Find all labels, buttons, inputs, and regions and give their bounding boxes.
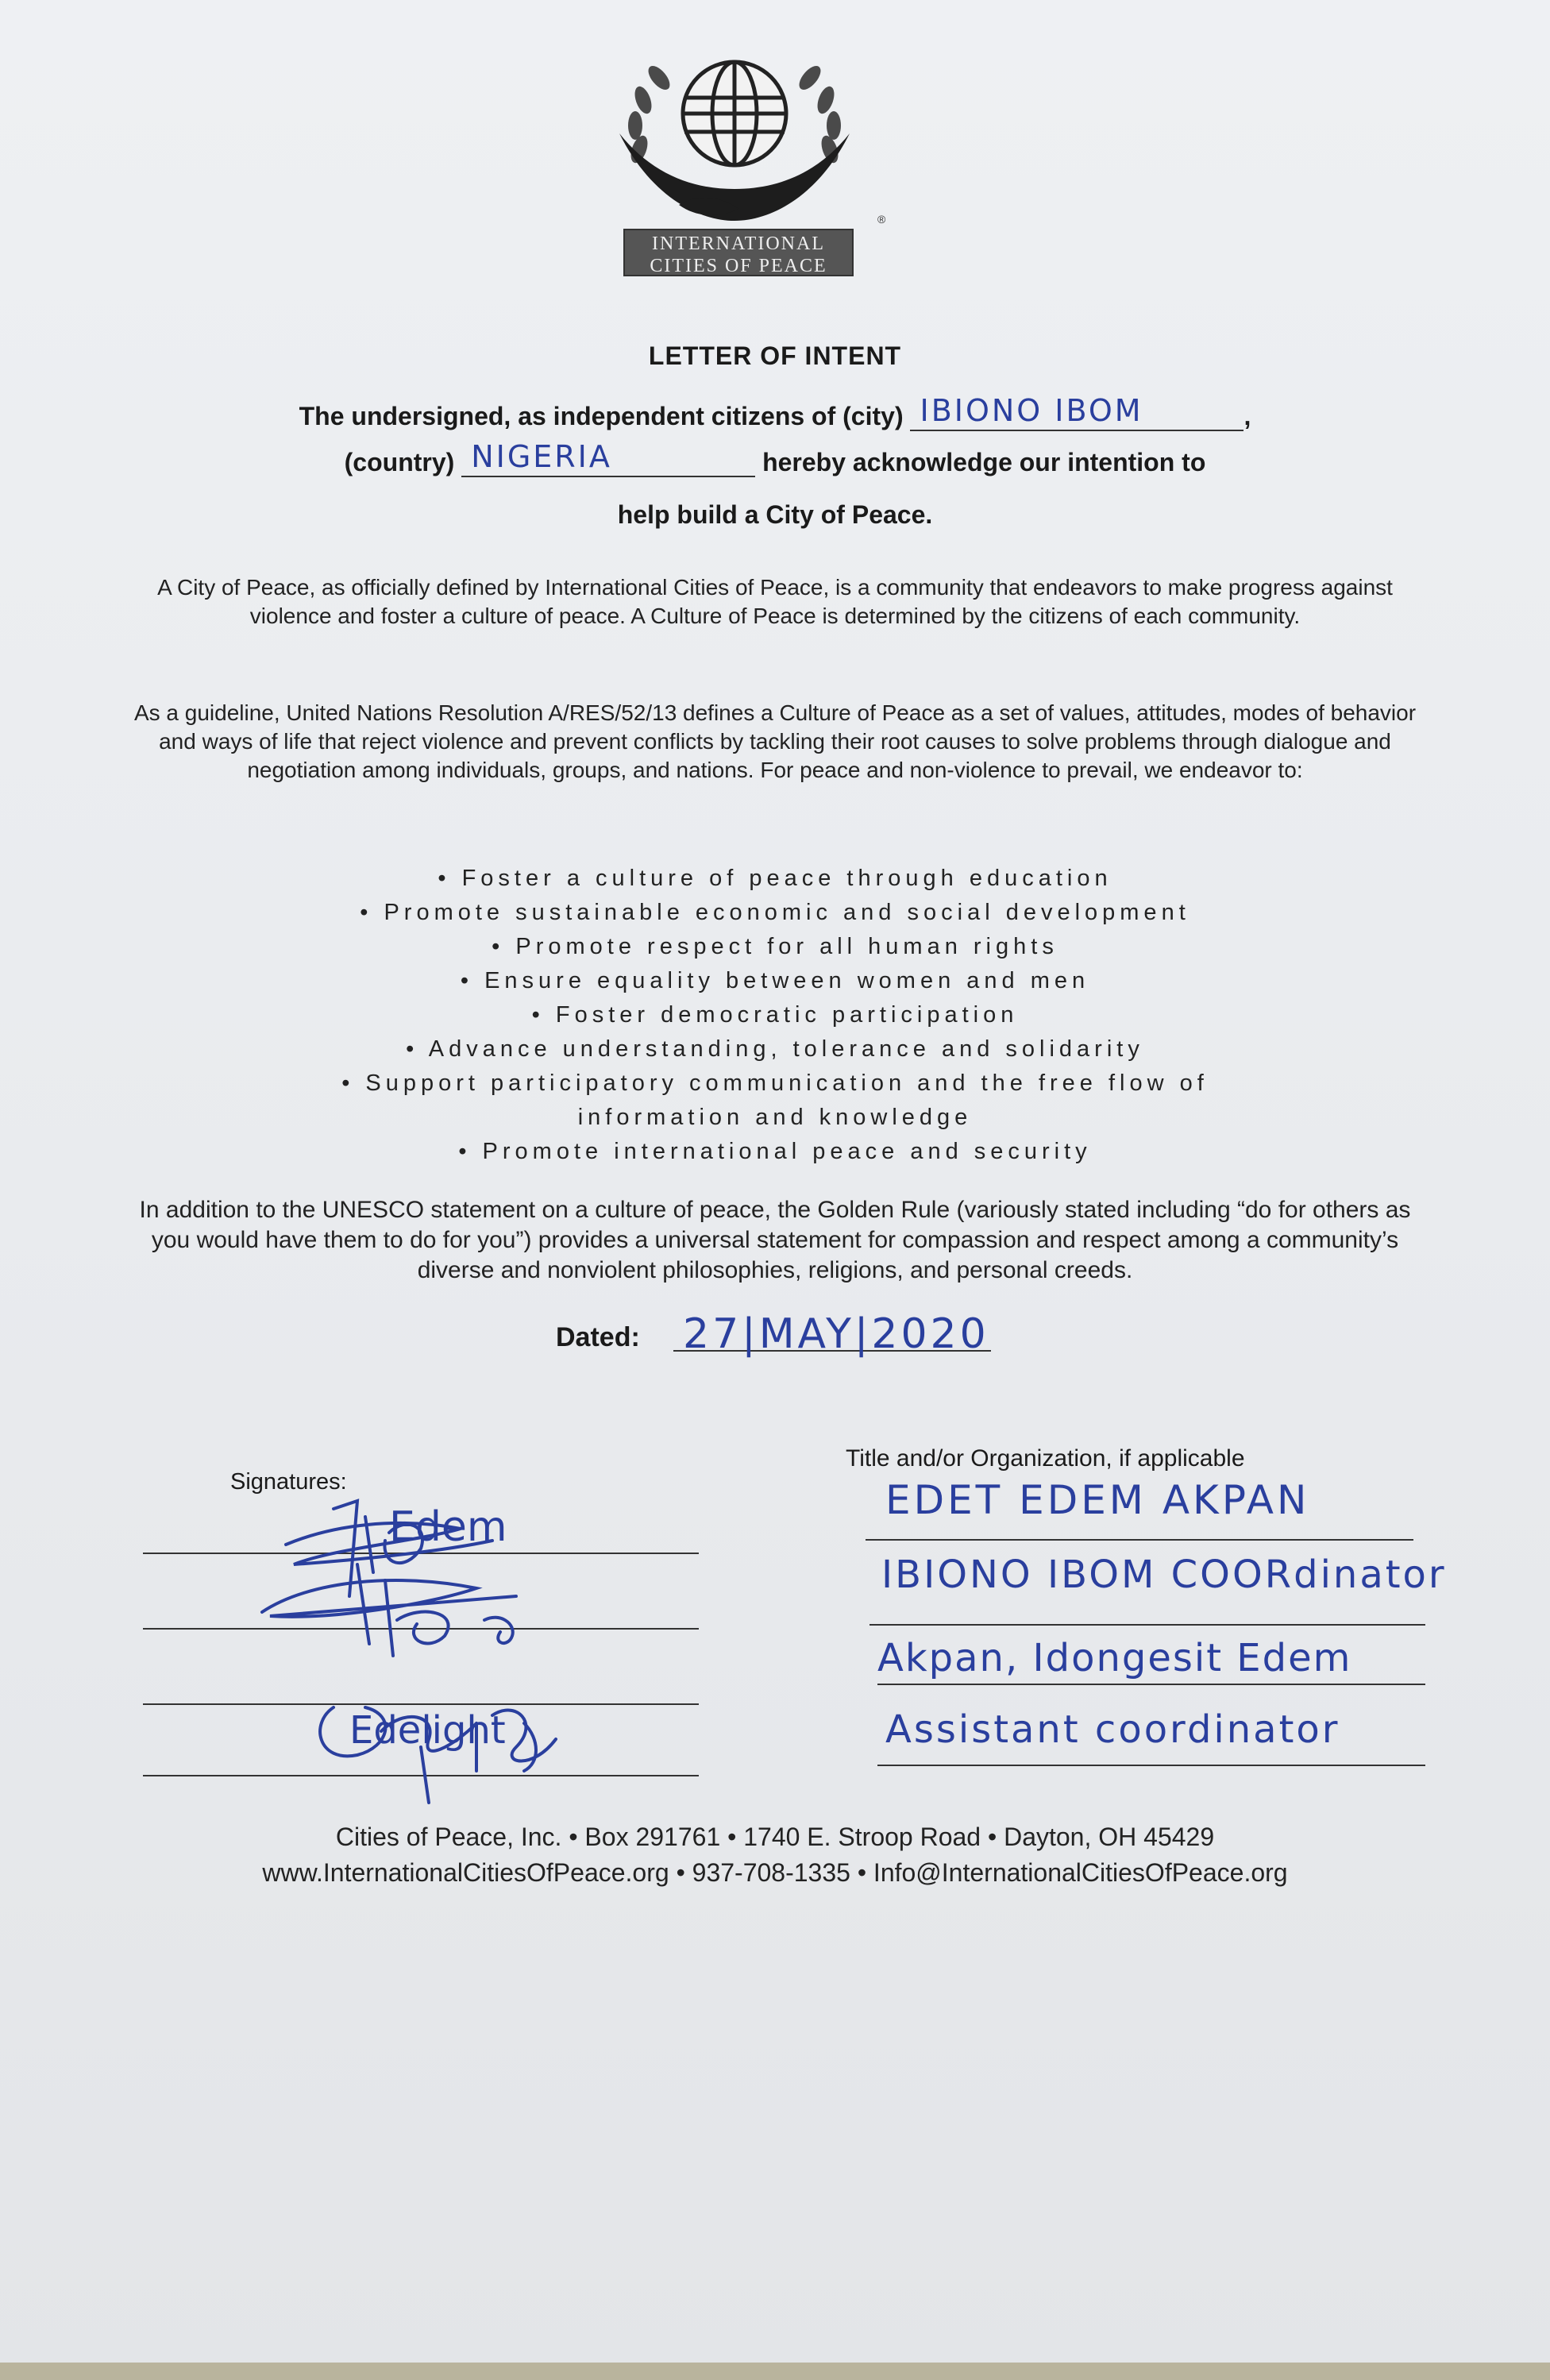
- organization-entry-4: Assistant coordinator: [885, 1707, 1340, 1752]
- footer-contact: www.InternationalCitiesOfPeace.org • 937-708-1335 • Info@InternationalCitiesOfPeace.org: [262, 1858, 1288, 1887]
- background-edge: [0, 2363, 1550, 2380]
- dated-label: Dated:: [556, 1322, 640, 1352]
- signature-text-2: Edelight: [349, 1708, 506, 1753]
- city-field[interactable]: [910, 393, 1243, 431]
- city-value: IBIONO IBOM: [920, 393, 1143, 428]
- laurel-right-icon: [796, 62, 842, 165]
- bullet-item: • Promote respect for all human rights: [492, 934, 1058, 959]
- intro-comma: ,: [1243, 402, 1251, 430]
- organization-entry-3: Akpan, Idongesit Edem: [877, 1636, 1352, 1680]
- intro-line-3: help build a City of Peace.: [617, 500, 933, 529]
- bullet-item: • Foster a culture of peace through education: [438, 866, 1112, 891]
- laurel-left-icon: [627, 62, 673, 165]
- organization-line-1[interactable]: [866, 1539, 1413, 1541]
- organization-entry-1: EDET EDEM AKPAN: [885, 1477, 1310, 1523]
- bullet-item: • Support participatory communication and the free flow of: [341, 1070, 1209, 1096]
- handwritten-signatures: [238, 1485, 651, 1819]
- intro-line-1: [0, 393, 1550, 431]
- intro-line-2: [0, 439, 1550, 477]
- bullet-item: • Promote international peace and security: [458, 1139, 1092, 1164]
- bullet-list: [119, 862, 1431, 1169]
- bullet-item-continuation: information and knowledge: [577, 1105, 973, 1130]
- intro-text-3: hereby acknowledge our intention to: [762, 448, 1206, 476]
- bullet-item: • Advance understanding, tolerance and solidarity: [406, 1036, 1144, 1062]
- intro-text-1: The undersigned, as independent citizens of (city): [299, 402, 904, 430]
- logo-wordmark: [623, 229, 854, 276]
- paragraph-guideline: As a guideline, United Nations Resolution A/RES/52/13 defines a Culture of Peace as a set of values, attitudes, modes of behavior and ways of life that reject violence and prevent conflicts by tackling their root causes to solve problems through dialogue and negotiation among individuals, groups, and nations. For peace and non-violence to prevail, we endeavor to:: [133, 700, 1417, 782]
- organization-line-2[interactable]: [869, 1624, 1425, 1626]
- dated-value: 27|MAY|2020: [683, 1310, 989, 1358]
- signatures-label: Signatures:: [230, 1469, 347, 1495]
- logo-line-1: INTERNATIONAL: [652, 233, 825, 254]
- organization-line-3[interactable]: [877, 1684, 1425, 1685]
- bullet-item: • Promote sustainable economic and social development: [360, 900, 1190, 925]
- logo-line-2: CITIES OF PEACE: [650, 256, 827, 276]
- bullet-item: • Ensure equality between women and men: [460, 968, 1090, 993]
- organization-label: Title and/or Organization, if applicable: [846, 1445, 1245, 1472]
- paragraph-definition: A City of Peace, as officially defined by International Cities of Peace, is a community that endeavors to make progress against violence and foster a culture of peace. A Culture of Peace is determined by the citizens of each community.: [157, 575, 1393, 628]
- country-value: NIGERIA: [471, 439, 612, 474]
- globe-icon: [683, 62, 786, 165]
- signature-text-1: Edem: [389, 1503, 507, 1551]
- intro-text-2: (country): [344, 448, 455, 476]
- bullet-item: • Foster democratic participation: [531, 1002, 1019, 1028]
- footer-address: Cities of Peace, Inc. • Box 291761 • 1740 E. Stroop Road • Dayton, OH 45429: [335, 1823, 1215, 1851]
- country-field[interactable]: [461, 439, 755, 477]
- organization-entry-2: IBIONO IBOM COORdinator: [881, 1553, 1447, 1597]
- paragraph-golden-rule: In addition to the UNESCO statement on a culture of peace, the Golden Rule (variously stated including “do for others as you would have them to do for you”) provides a universal statement for compassion and respect among a community’s diverse and nonviolent philosophies, religions, and personal creeds.: [139, 1197, 1411, 1283]
- registered-mark: ®: [877, 213, 886, 226]
- organization-line-4[interactable]: [877, 1765, 1425, 1766]
- page-title: LETTER OF INTENT: [648, 341, 902, 370]
